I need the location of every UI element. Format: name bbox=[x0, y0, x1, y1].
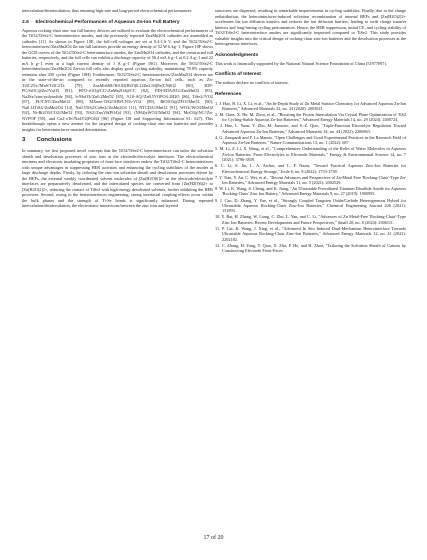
reference-item: 7. Y. Tian, Y. An, C. Wei, et al., "Recent Advances and Perspectives of Zn-Metal Free 'Rocking-Chair'-Type Zn-Ion Batteries," Advanced Energy Materials 11, no. 5 (2021): 2002529. bbox=[215, 174, 406, 185]
section-title: Electrochemical Performances of Aqueous Zn-Ion Full Battery bbox=[35, 19, 180, 25]
reference-item: 12. C. Zhang, H. Yang, Y. Qiao, X. Zhu, P. He, and H. Zhou, "Tailoring the Solvation Sheath of Cations by Constructing Electrode Front-Faces bbox=[215, 242, 406, 254]
acknowledgments-text: This work is financially supported by the National Natural Science Foundation of China (51977097). bbox=[215, 60, 387, 66]
conflicts-heading: Conflicts of Interest bbox=[215, 72, 261, 77]
section-heading-conclusions bbox=[22, 137, 213, 144]
reference-item: 9. J. Cao, D. Zhang, Y. Yue, et al., "Strongly Coupled Tungsten Oxide/Carbide Heterogeneous Hybrid for Ultrastable Aqueous Rocking-Chair Zinc-Ion Batteries," Chemical Engineering Journal 426 (2021): 131893. bbox=[215, 197, 406, 214]
right-column bbox=[215, 8, 406, 254]
section-number: 2.6 bbox=[22, 19, 29, 25]
page-number: 17 of 20 bbox=[203, 535, 224, 541]
reference-item: 2. M. Chen, X. He, M. Zhou, et al., "Boosting the Proton Intercalation Via Crystal Plane Optimization of TiS2 for Cycling-Stable Aqueous Zn-Ion Batteries," Advanced Energy Materials 14, no. 29 (2024): 2400724. bbox=[215, 111, 406, 123]
reference-item: 4. G. Zampardi and F. La Mantia, "Open Challenges and Good Experimental Practices in the Research Field of Aqueous Zn-Ion Batteries," Nature Communications 13, no. 1 (2022): 687. bbox=[215, 134, 406, 146]
references-heading: References bbox=[215, 91, 242, 97]
section-title: Conclusions bbox=[36, 137, 72, 143]
conclusions-paragraph: In summary, we first proposed novel concepts that the TiO2/TiSe2-C heterointerfaces can tailor the solvation sheath and desolvation processes of zinc ions at the electrode/electrolyte interfaces. The electrochemical inertness and electronic insulating properties of front-face interfaces endow the TiO2/TiSe2-C heterointerfaces with unique advantages in suppressing HER activities and enhancing the cycling stabilities of the anodes at large discharge depths. Firstly, by tailoring the zinc-ion solvation sheath and desolvation processes driven by the BEFs, the external weakly coordinated solvent molecules of [Zn(H2O)6]2+ in the electrode/electrolyte interfaces are preparatively desolvated, and the intercalated species are converted from [Zn(H2O)6]2+ to [Zn(H2O)2]2+, reducing the contact of TiSe2 with high-energy desolvated solvents, further inhibiting the HER processes. Second, owing to the heterointerfaces engineering, strong interfacial coupling effects occur within the bulk phases and the strength of Ti-Se bonds is significantly enhanced. During repeated intercalation/deintercalation, the electrostatic interactions between the zinc ions and layered bbox=[22, 148, 213, 208]
reference-item: 8. W. Li, K. Wang, S. Cheng, and K. Jiang, "An Ultrastable Presodiated Titanium Disulfide Anode for Aqueous 'Rocking-Chair' Zinc Ion Battery," Advanced Energy Materials 9, no. 27 (2019): 1900993. bbox=[215, 186, 406, 197]
conflicts-text: The authors declare no conflicts of interest. bbox=[215, 80, 289, 85]
reference-item: 1. J. Hao, B. Li, X. Li, et al., "An In-Depth Study of Zn Metal Surface Chemistry for Advanced Aqueous Zn-Ion Batteries," Advanced Materials 32, no. 34 (2020): 2003021. bbox=[215, 100, 406, 111]
reference-item: 11. P. Cai, K. Wang, J. Ning, et al., "Advanced In Situ Induced Dual-Mechanism Heterointerface Towards Ultrastable Aqueous Rocking-Chair Zinc-Ion Batteries," Advanced Energy Materials 12, no. 41 (2022): 2202182. bbox=[215, 225, 406, 242]
section-2-6-paragraph: Aqueous rocking-chair zinc-ion full battery devices are utilized to evaluate the electrochemical performances of the TiO2/TiSe2-C heterointerface anodes, and the previously reported ZnxMn2O4 cathodes are assembled as cathodes [11]. As shown in Figure 10E, the full-cell voltages are set at 0.4-1.6 V, and the TiO2/TiSe2-C heterointerfaces//ZnxMn2O4 Zn-ion full batteries provide an energy density of 52 W h kg−1. Figure 10F shows the GCD curves of the TiO2/TiSe2-C heterointerface anodes, the ZnxMn2O4 cathodes, and the constructed full batteries, respectively, and the full cells can exhibit a discharge capacity of 56.4 mA h g−1 at 0.2 A g−1 and 22 mA h g−1 even at a high current density of 1 A g−1 (Figure 10G). Moreover, the TiO2/TiSe2-C heterointerfaces//ZnxMn2O4 Zn-ion full cells also display good cycling stability, maintaining 78.8% capacity retention after 350 cycles (Figure 10H). Furthermore, TiO2/TiSe2-C heterointerfaces//ZnxMn2O4 devices are in the state-of-the-art compared to recently reported aqueous Zn-ion full cells, such as Zn-Ti3C2Tx//MnS/Ti3C2Tx [79], ZnxMo6S8//K0.02(H2O)0.22Zn2.94[Fe(CN)6]2 [80], 3DP-PC/SiOC@Zn//VxO5 [81], HTO-rGO@CC//ZnMn2O4@CC [82], PDI-EDA/EG//ZnxMnO2 [83], Na2Sx//zinc-polyiodide [84], b-MoO3//Zn0.2MnO2 [85], 9,10-AQ//Zn0.5VOPO4·2H2O [86], TiSe2//VO2 [87], PI//CNT//ZnxMnO2 [88], MXene-TiS2//MWCNTs-VO2 [89], BiOIO3@ZFO//MnO2 [90], Na0.14TiS2//ZnMn2O4 [14], Na0.5TiS2/CuSe2//ZnMn2O4 [11], NTCDA//MnO2 [91], WO3//WO3/MnO2 [92], Ni-Bi2O3/CO2//MnO2 [93], TiS2//ZnxV6(PO4)4 [93], (NH4)xWO3//MnO2 [94], MoO3@NC//Zn-NVPOF [95], and Cu2-xTe//Na4V2(PO4)3 [96] (Figure 10I and Supporting Information S1: S27). This breakthrough opens a new avenue for the targeted design of rocking-chair zinc-ion batteries and provides insights for heterointerfaces-assisted deionization. bbox=[22, 27, 213, 132]
intro-paragraph: intercalation/deintercalation, thus ensuring high-rate and long-period electrochemical performances. bbox=[22, 8, 193, 13]
reference-item: 6. C. Li, S. Jin, L. A. Archer, and L. F. Nazar, "Toward Practical Aqueous Zinc-Ion Batteries for Electrochemical Energy Storage," Joule 6, no. 8 (2022): 1733-1738. bbox=[215, 163, 406, 174]
acknowledgments-heading: Acknowledgments bbox=[215, 52, 259, 58]
reference-list bbox=[215, 101, 406, 254]
section-heading-2-6 bbox=[22, 20, 213, 26]
reference-item: 3. J. Hao, L. Yuan, Y. Zhu, M. Jaroniec, and S.-Z. Qiao, "Triple-Function Electrolyte Regulation Toward Advanced Aqueous Zn-Ion Batteries," Advanced Materials 34, no. 44 (2022): 2206963. bbox=[215, 123, 406, 134]
conclusions-continued: structures are dispersed, resulting in remarkable improvements in cycling stabilities. Finally, due to the charge redistribution, the heterointerfaces-induced solvation recombination of internal BEFs and [Zn(H2O)2]2+ accelerates the ion diffusion kinetics and reduces the ion diffusion barriers, leading to swift charge transfer kinetics and long-lasting cycling performances. Hence, the HER suppression, initial CE, and cycling stability of TiO2/TiSe2-C heterointerface anodes are significantly improved compared to TiSe2. This study provides valuable insights into the critical design of rocking-chair zinc-ion batteries and the desolvation processes at the heterogeneous interfaces. bbox=[215, 8, 406, 46]
left-column bbox=[22, 8, 213, 209]
reference-item: 5. M. Li, Z. Li, X. Wang, et al., "Comprehensive Understanding of the Roles of Water Molecules in Aqueous Zn-Ion Batteries: From Electrolytes to Electrode Materials," Energy & Environmental Science 14, no. 7 (2021): 3796-3839. bbox=[215, 146, 406, 163]
section-number: 3 bbox=[22, 137, 26, 143]
reference-item: 10. Y. Bai, H. Zhang, W. Liang, C. Zhu, L. Yan, and C. Li, "Advances of Zn Metal-Free 'Rocking-Chair'-Type Zinc Ion Batteries: Recent Developments and Future Perspectives," Small 20, no. 8 (2024): 2306111. bbox=[215, 214, 406, 225]
